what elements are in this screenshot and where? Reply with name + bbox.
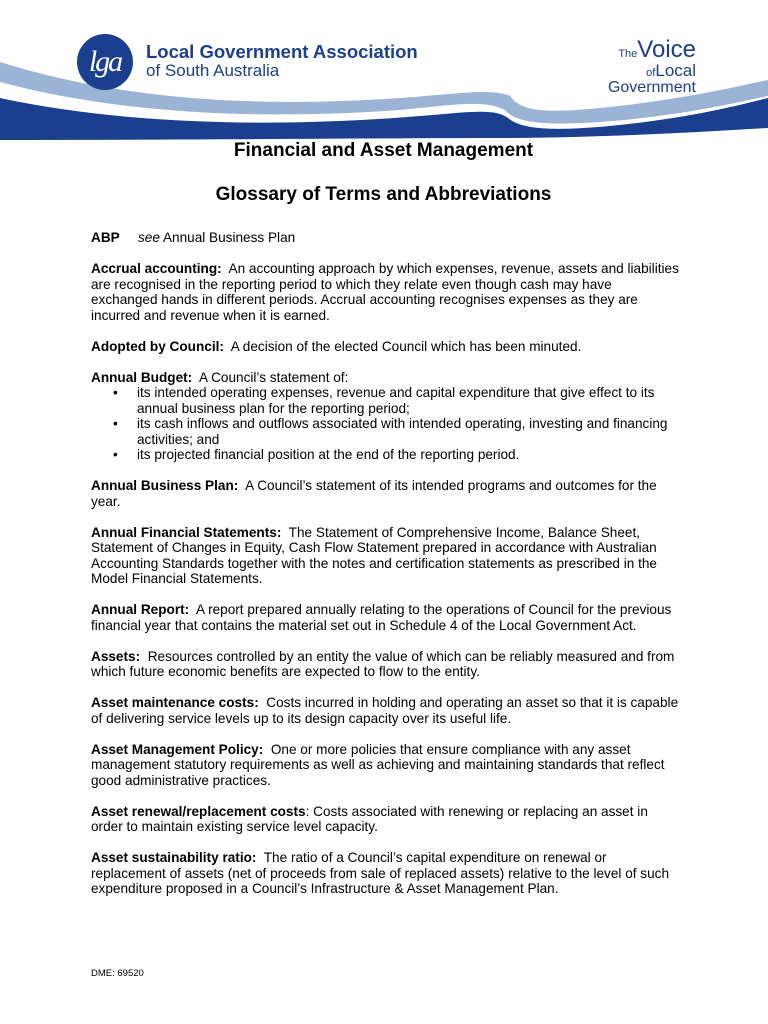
glossary-definition: Resources controlled by an entity the value of which can be reliably measured and from which future economic benefits are expected to flow to the entity.	[91, 648, 675, 679]
bullet-list	[91, 385, 681, 463]
glossary-term: Assets:	[91, 648, 141, 664]
abbr-term: ABP	[91, 230, 120, 245]
glossary-term: Annual Report:	[91, 602, 190, 617]
glossary-entry	[91, 525, 681, 587]
glossary-term: Annual Financial Statements:	[91, 524, 282, 540]
glossary-entry	[91, 649, 681, 680]
footer-document-id: DME: 69520	[91, 968, 144, 979]
glossary-definition: : Costs associated with renewing or replacing an asset in order to maintain existing service level capacity.	[91, 803, 648, 834]
lga-logo-text: lga	[88, 45, 122, 78]
glossary-entry	[91, 339, 681, 355]
glossary-definition: A decision of the elected Council which has been minuted.	[230, 338, 582, 354]
glossary-definition: A Council’s statement of:	[199, 369, 349, 385]
glossary-term: Adopted by Council:	[91, 338, 224, 354]
glossary-entry	[91, 742, 681, 789]
glossary-definition: An accounting approach by which expenses, revenue, assets and liabilities are recognised in the reporting period to which they relate even though cash may have exchanged hands in different periods. Accrual accounting recognises expenses as they are incurred and revenue when it is earned.	[91, 261, 679, 323]
glossary-definition: A report prepared annually relating to the operations of Council for the previous financial year that contains the material set out in Schedule 4 of the Local Government Act.	[91, 602, 672, 633]
see-label: see	[138, 230, 160, 245]
bullet-item: • its projected financial position at the end of the reporting period.	[91, 447, 681, 463]
glossary-entry	[91, 804, 681, 835]
voice-the: The	[618, 48, 638, 60]
voice-local: Local	[655, 61, 696, 80]
lga-logo	[77, 34, 133, 90]
glossary-term: Accrual accounting:	[91, 261, 222, 276]
org-name-line1: Local Government Association	[146, 41, 418, 62]
glossary-entry	[91, 695, 681, 726]
glossary-entry	[91, 478, 681, 509]
voice-of: of	[646, 67, 656, 79]
voice-government: Government	[607, 79, 696, 96]
glossary-definition: A Council’s statement of its intended programs and outcomes for the year.	[91, 478, 657, 509]
bullet-item: • its cash inflows and outflows associated with intended operating, investing and financing activities; and	[91, 416, 681, 447]
glossary-entry-abp	[91, 230, 681, 246]
document-title: Financial and Asset Management	[233, 140, 534, 161]
glossary-term: Annual Business Plan:	[91, 478, 239, 493]
glossary-term: Asset sustainability ratio:	[91, 850, 257, 865]
glossary-entry	[91, 602, 681, 633]
glossary-entry	[91, 850, 681, 897]
glossary-definition: Costs incurred in holding and operating an asset so that it is capable of delivering service levels up to its design capacity over its useful life.	[91, 695, 679, 726]
glossary-entry	[91, 261, 681, 323]
voice-voice: Voice	[637, 36, 696, 63]
org-name-line2: of South Australia	[146, 61, 280, 80]
glossary-term: Annual Budget:	[91, 369, 193, 385]
letterhead	[0, 0, 768, 140]
glossary-definition: The ratio of a Council’s capital expenditure on renewal or replacement of assets (net of proceeds from sale of replaced assets) relative to the level of such expenditure proposed in a Council’s Infrastructure & Asset Management Plan.	[91, 850, 670, 896]
voice-of-local-government-logo	[608, 38, 696, 96]
glossary	[91, 230, 681, 897]
document-body	[91, 140, 681, 912]
see-reference: Annual Business Plan	[162, 230, 296, 245]
glossary-term: Asset maintenance costs:	[91, 695, 259, 710]
bullet-item: • its intended operating expenses, revenue and capital expenditure that give effect to its annual business plan for the reporting period;	[91, 385, 681, 416]
glossary-term: Asset Management Policy:	[91, 741, 264, 757]
glossary-definition: The Statement of Comprehensive Income, Balance Sheet, Statement of Changes in Equity, Cash Flow Statement prepared in accordance with Australian Accounting Standards together with the notes and certification statements as prescribed in the Model Financial Statements.	[91, 524, 657, 586]
glossary-definition: One or more policies that ensure compliance with any asset management statutory requirements as well as achieving and maintaining standards that reflect good administrative practices.	[91, 741, 665, 788]
document-subtitle: Glossary of Terms and Abbreviations	[215, 184, 552, 205]
glossary-term: Asset renewal/replacement costs	[91, 803, 306, 819]
organization-name	[146, 42, 418, 80]
glossary-entry	[91, 370, 681, 463]
